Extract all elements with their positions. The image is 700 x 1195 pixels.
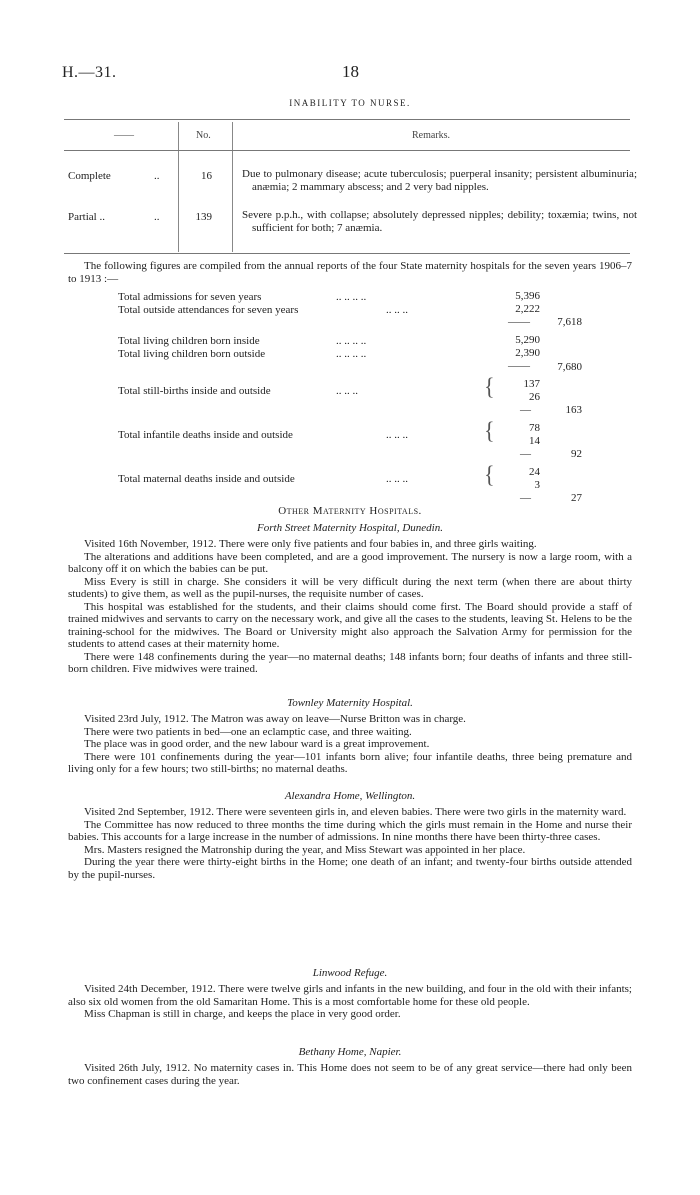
row-label: Partial .. — [68, 211, 105, 223]
row-label: Complete — [68, 170, 111, 182]
paragraph: During the year there were thirty-eight births in the Home; one death of an infant; and twenty-four births outside attended by the pupil-nurses. — [68, 856, 632, 881]
hospital-heading: Bethany Home, Napier. — [298, 1046, 402, 1058]
stat-value: 2,222 — [515, 303, 540, 315]
paragraph: There were 148 confinements during the year—no maternal deaths; 148 infants born; four deaths of infants and three still-born children. Five midwives were trained. — [68, 650, 632, 675]
sum-rule: —— — [508, 316, 530, 328]
brace-glyph: { — [484, 416, 495, 445]
linwood-text — [68, 983, 632, 1021]
alexandra-text — [68, 806, 632, 881]
townley-text — [68, 713, 632, 776]
row-number: 16 — [201, 170, 212, 182]
subsection-title: Other Maternity Hospitals. — [278, 505, 422, 517]
paragraph: Visited 24th December, 1912. There were twelve girls and infants in the new building, and four in the old with their infants; also six old women from the old Samaritan Home. This is a most comfortable home for these old people. — [68, 983, 632, 1008]
leader-dots: .. .. .. — [386, 473, 408, 485]
paragraph: Visited 16th November, 1912. There were only five patients and four babies in, and three girls waiting. — [84, 538, 537, 550]
hospital-heading: Linwood Refuge. — [312, 967, 388, 979]
leader-dots: .. .. .. — [386, 429, 408, 441]
hospital-heading: Forth Street Maternity Hospital, Dunedin. — [257, 522, 443, 534]
paragraph: Visited 2nd September, 1912. There were seventeen girls in, and eleven babies. There were two girls in the maternity ward. — [84, 806, 627, 818]
bethany-text — [68, 1062, 632, 1087]
table-col-divider-1 — [178, 122, 179, 252]
paragraph: Miss Every is still in charge. She considers it will be very difficult during the next term (when there are about thirty students) to give them, as well as the pupil-nurses, the requisite number of cases. — [68, 575, 632, 600]
paragraph: The place was in good order, and the new labour ward is a great improvement. — [84, 738, 430, 750]
leader-dots: .. .. .. — [336, 385, 358, 397]
table-header-blank: —— — [114, 130, 134, 141]
sum-rule: — — [520, 492, 531, 504]
section-title: INABILITY TO NURSE. — [289, 98, 411, 108]
stat-sum: 92 — [571, 448, 582, 460]
leader-dots: .. .. .. .. — [336, 335, 367, 347]
row-remarks: Due to pulmonary disease; acute tuberculosis; puerperal insanity; persistent albuminuria; anæmia; 2 mammary abscess; and 2 very bad nipples. — [242, 168, 637, 193]
paragraph: The Committee has now reduced to three months the time during which the girls must remain in the Home and nurse their babies. This accounts for a large increase in the number of admissions. In nine months there have been thirty-three cases. — [68, 818, 632, 843]
paragraph: There were two patients in bed—one an eclamptic case, and three waiting. — [84, 725, 412, 738]
stat-label: Total living children born inside — [118, 335, 260, 347]
stat-sum: 7,618 — [557, 316, 582, 328]
table-col-divider-2 — [232, 122, 233, 252]
stat-value: 78 — [529, 422, 540, 434]
stat-label: Total admissions for seven years — [118, 291, 262, 303]
row-dots: .. — [154, 211, 160, 223]
stat-value: 2,390 — [515, 347, 540, 359]
stat-label: Total outside attendances for seven years — [118, 304, 299, 316]
paragraph: The alterations and additions have been completed, and are a good improvement. The nursery is now a large room, with a balcony off it on which the babies can be put. — [68, 550, 632, 575]
row-remarks: Severe p.p.h., with collapse; absolutely depressed nipples; debility; toxæmia; twins, not sufficient for both; 7 anæmia. — [242, 209, 637, 234]
brace-glyph: { — [484, 460, 495, 489]
leader-dots: .. .. .. .. — [336, 291, 367, 303]
row-dots: .. — [154, 170, 160, 182]
report-code: H.—31. — [62, 64, 117, 81]
paragraph: Visited 23rd July, 1912. The Matron was away on leave—Nurse Britton was in charge. — [84, 713, 466, 725]
sum-rule: — — [520, 448, 531, 460]
table-header-rule — [64, 150, 630, 151]
row-number: 139 — [195, 211, 212, 223]
stat-label: Total maternal deaths inside and outside — [118, 473, 295, 485]
stat-sum: 163 — [565, 404, 582, 416]
stat-value: 5,290 — [515, 334, 540, 346]
stat-label: Total infantile deaths inside and outside — [118, 429, 293, 441]
paragraph: This hospital was established for the students, and their claims should come first. The Board should provide a staff of trained midwives and servants to carry on the necessary work, and give all the cases to the students, leaving St. Helens to be the training-school for the midwives. The Board or University might also approach the Salvation Army for permission for the students to attend cases at their maternity home. — [68, 600, 632, 650]
stat-value: 137 — [523, 378, 540, 390]
stat-label: Total still-births inside and outside — [118, 385, 271, 397]
intro-paragraph — [68, 260, 632, 285]
table-header-remarks: Remarks. — [412, 130, 451, 141]
leader-dots: .. .. .. .. — [336, 348, 367, 360]
stat-value: 26 — [529, 391, 540, 403]
page-number: 18 — [342, 62, 359, 81]
stat-value: 24 — [529, 466, 540, 478]
paragraph: Visited 26th July, 1912. No maternity cases in. This Home does not seem to be of any great service—there had only been two confinement cases during the year. — [68, 1062, 632, 1087]
forth-street-text — [68, 538, 632, 676]
leader-dots: .. .. .. — [386, 304, 408, 316]
table-bottom-rule — [64, 253, 630, 254]
stat-sum: 7,680 — [557, 361, 582, 373]
paragraph: There were 101 confinements during the year—101 infants born alive; four infantile deaths, three being premature and living only for a few hours; two still-births; no maternal deaths. — [68, 750, 632, 775]
hospital-heading: Alexandra Home, Wellington. — [284, 790, 416, 802]
table-top-rule — [64, 119, 630, 120]
paragraph: Mrs. Masters resigned the Matronship during the year, and Miss Stewart was appointed in her place. — [84, 843, 526, 856]
stat-value: 3 — [534, 479, 540, 491]
stat-value: 5,396 — [515, 290, 540, 302]
stat-label: Total living children born outside — [118, 348, 266, 360]
paragraph: Miss Chapman is still in charge, and keeps the place in very good order. — [84, 1008, 401, 1020]
stat-sum: 27 — [571, 492, 582, 504]
table-header-no: No. — [196, 130, 211, 141]
brace-glyph: { — [484, 372, 495, 401]
sum-rule: —— — [508, 360, 530, 372]
intro-text: The following figures are compiled from the annual reports of the four State maternity hospitals for the seven years 1906–7 to 1913 :— — [68, 260, 632, 285]
stat-value: 14 — [529, 435, 540, 447]
sum-rule: — — [520, 404, 531, 416]
hospital-heading: Townley Maternity Hospital. — [287, 697, 413, 709]
